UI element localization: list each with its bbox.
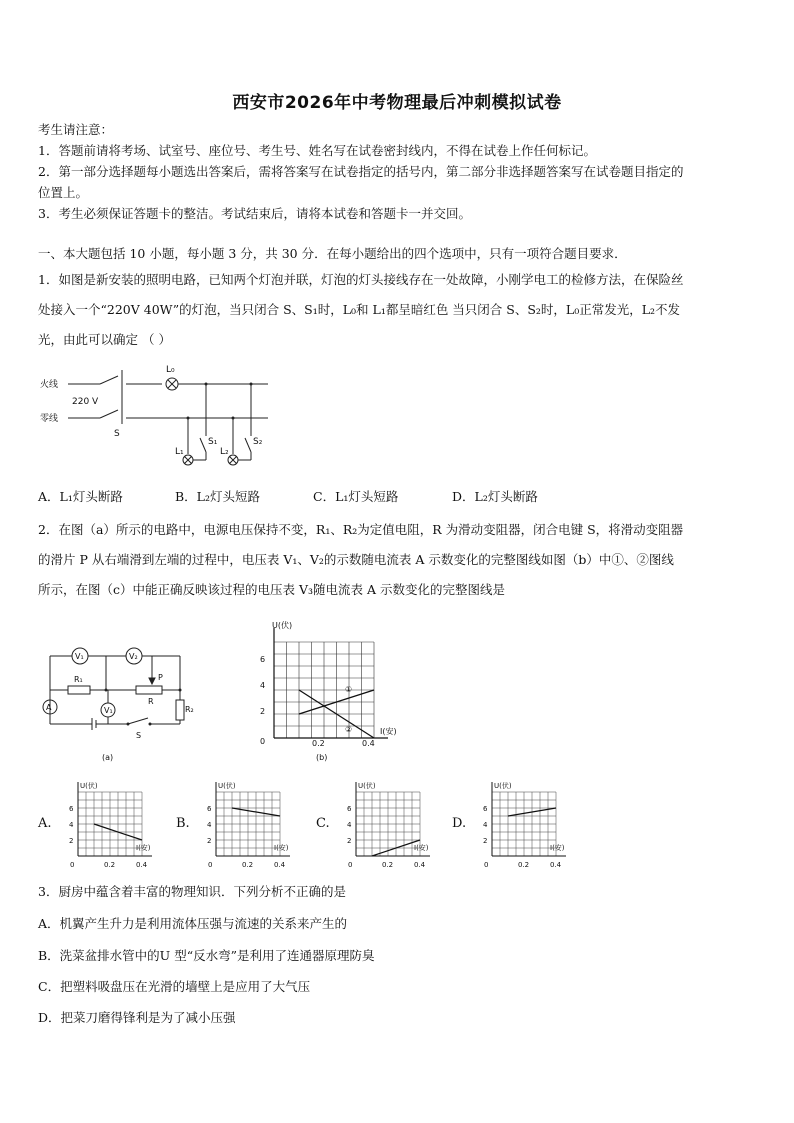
xtick-0: 0 — [208, 861, 213, 869]
xlabel: I(安) — [550, 844, 565, 852]
lamp-l2-label: L₂ — [220, 447, 229, 457]
q3-option-d: D．把菜刀磨得锋利是为了减小压强 — [38, 1010, 236, 1025]
q3-option-c: C．把塑料吸盘压在光滑的墙壁上是应用了大气压 — [38, 979, 311, 994]
notice-item-3: 3．考生必须保证答题卡的整洁。考试结束后，请将本试卷和答题卡一并交回。 — [38, 206, 471, 221]
xtick-04: 0.4 — [274, 861, 286, 869]
q2-option-a-label: A. — [38, 816, 52, 831]
fig-b-ytick-0: 0 — [260, 737, 266, 746]
q2-option-a-graph — [58, 776, 168, 876]
voltage-label: 220 V — [72, 397, 99, 407]
fig-b-xtick-02: 0.2 — [312, 739, 325, 748]
switch-s1-label: S₁ — [208, 437, 218, 447]
fig-b-xtick-04: 0.4 — [362, 739, 375, 748]
fig-b-ytick-2: 2 — [260, 707, 266, 716]
q2-option-c-graph — [336, 776, 446, 876]
ytick-6: 6 — [69, 805, 74, 813]
q2-option-d-graph — [472, 770, 582, 876]
ytick-2: 2 — [207, 837, 212, 845]
xtick-0: 0 — [70, 861, 75, 869]
slider-p-label: P — [158, 673, 163, 682]
q2-line-2: 的滑片 P 从右端滑到左端的过程中，电压表 V₁、V₂的示数随电流表 A 示数变化的完整图线如图（b）中①、②图线 — [38, 552, 674, 567]
ytick-4: 4 — [347, 821, 352, 829]
q2-option-b-graph — [196, 776, 306, 876]
fig-b-series-2-label: ② — [345, 725, 353, 734]
voltmeter-v1-label: V₁ — [75, 652, 84, 661]
lamp-l0-label: L₀ — [166, 365, 175, 375]
q2-line-1: 2．在图（a）所示的电路中，电源电压保持不变，R₁、R₂为定值电阻，R 为滑动变阻器，闭合电键 S，将滑动变阻器 — [38, 522, 684, 537]
q1-line-3: 光，由此可以确定 （ ） — [38, 332, 171, 347]
q1-circuit-diagram — [38, 362, 288, 472]
notice-item-2: 2．第一部分选择题每小题选出答案后，需将答案写在试卷指定的括号内，第二部分非选择题答案写在试卷题目指定的 — [38, 164, 684, 179]
ylabel: U(伏) — [358, 782, 376, 790]
ytick-6: 6 — [347, 805, 352, 813]
q3-option-a: A．机翼产生升力是利用流体压强与流速的关系来产生的 — [38, 916, 348, 931]
fig-b-ylabel: U(伏) — [272, 621, 293, 630]
fig-b-ytick-6: 6 — [260, 655, 266, 664]
ytick-4: 4 — [207, 821, 212, 829]
q2-option-c-label: C. — [316, 816, 330, 831]
xlabel: I(安) — [274, 844, 289, 852]
notice-item-1: 1．答题前请将考场、试室号、座位号、考生号、姓名写在试卷密封线内，不得在试卷上作任何标记。 — [38, 143, 596, 158]
ytick-4: 4 — [69, 821, 74, 829]
xtick-0: 0 — [484, 861, 489, 869]
section-heading: 一、本大题包括 10 小题，每小题 3 分，共 30 分．在每小题给出的四个选项中，只有一项符合题目要求． — [38, 246, 627, 261]
switch-s2-label: S₂ — [253, 437, 263, 447]
ylabel: U(伏) — [494, 782, 512, 790]
xtick-0: 0 — [348, 861, 353, 869]
lamp-l1-label: L₁ — [175, 447, 184, 457]
xtick-02: 0.2 — [382, 861, 394, 869]
ytick-2: 2 — [347, 837, 352, 845]
ytick-6: 6 — [207, 805, 212, 813]
neutral-wire-label: 零线 — [40, 414, 59, 424]
xtick-04: 0.4 — [414, 861, 426, 869]
q2-circuit-figure-a — [40, 640, 200, 764]
q1-option-d: D．L₂灯头断路 — [452, 489, 538, 504]
xtick-04: 0.4 — [136, 861, 148, 869]
live-wire-label: 火线 — [40, 380, 59, 390]
xtick-02: 0.2 — [242, 861, 254, 869]
resistor-r2-label: R₂ — [185, 705, 194, 714]
notice-heading: 考生请注意： — [38, 122, 114, 137]
xtick-02: 0.2 — [104, 861, 116, 869]
ytick-6: 6 — [483, 805, 488, 813]
q1-option-b: B．L₂灯头短路 — [175, 489, 260, 504]
q1-line-1: 1．如图是新安装的照明电路，已知两个灯泡并联，灯泡的灯头接线存在一处故障，小刚学电工的检修方法，在保险丝 — [38, 272, 684, 287]
ammeter-a-label: A — [46, 703, 52, 712]
page-title: 西安市2026年中考物理最后冲刺模拟试卷 — [232, 93, 562, 113]
q2-option-d-label: D. — [452, 816, 467, 831]
ylabel: U(伏) — [80, 782, 98, 790]
figure-a-caption: (a) — [102, 753, 114, 762]
q2-chart-figure-b — [252, 614, 412, 764]
q1-line-2: 处接入一个“220V 40W”的灯泡，当只闭合 S、S₁时，L₀和 L₁都呈暗红色 当只闭合 S、S₂时，L₀正常发光，L₂不发 — [38, 302, 681, 317]
voltmeter-v3-label: V₁ — [104, 706, 113, 715]
q3-stem: 3．厨房中蕴含着丰富的物理知识．下列分析不正确的是 — [38, 884, 346, 899]
fig-b-xlabel: I(安) — [380, 727, 397, 736]
figure-b-caption: (b) — [316, 753, 328, 762]
ylabel: U(伏) — [218, 782, 236, 790]
xtick-02: 0.2 — [518, 861, 530, 869]
resistor-r1-label: R₁ — [74, 675, 83, 684]
q3-option-b: B．洗菜盆排水管中的U 型“反水弯”是利用了连通器原理防臭 — [38, 948, 375, 963]
fig-b-ytick-4: 4 — [260, 681, 266, 690]
q1-option-c: C．L₁灯头短路 — [313, 489, 399, 504]
xtick-04: 0.4 — [550, 861, 562, 869]
fig-b-series-1-label: ① — [345, 685, 353, 694]
ytick-4: 4 — [483, 821, 488, 829]
ytick-2: 2 — [69, 837, 74, 845]
q1-option-a: A．L₁灯头断路 — [38, 489, 123, 504]
switch-s-label: S — [136, 731, 142, 740]
switch-s-label: S — [114, 429, 120, 439]
ytick-2: 2 — [483, 837, 488, 845]
rheostat-r-label: R — [148, 697, 154, 706]
notice-item-2-cont: 位置上。 — [38, 185, 89, 200]
voltmeter-v2-label: V₂ — [129, 652, 138, 661]
xlabel: I(安) — [136, 844, 151, 852]
q2-option-b-label: B. — [176, 816, 190, 831]
xlabel: I(安) — [414, 844, 429, 852]
q2-line-3: 所示，在图（c）中能正确反映该过程的电压表 V₃随电流表 A 示数变化的完整图线是 — [38, 582, 505, 597]
